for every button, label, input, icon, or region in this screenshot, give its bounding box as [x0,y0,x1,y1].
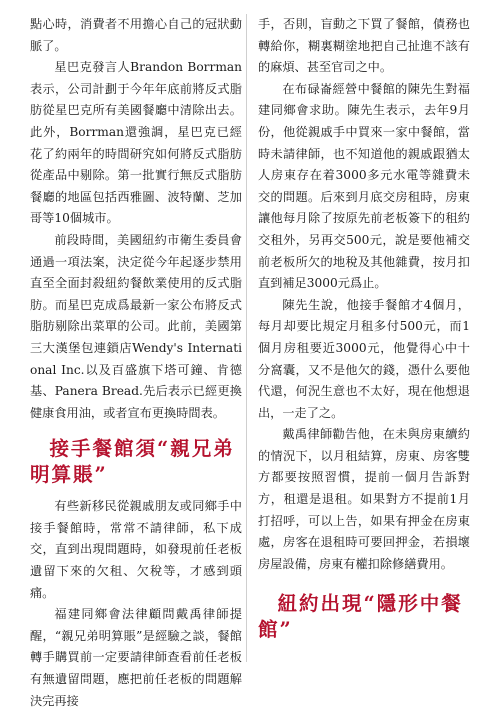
paragraph: 福建同鄉會法律顧問戴禹律師提醒，“親兄弟明算賬”是經驗之談，餐館轉手購買前一定要請律師查看前任老板有無遺留問題，應把前任老板的問題解決完再接 [30,607,242,708]
left-column [30,14,242,712]
section-headline: 接手餐館須“親兄弟明算賬” [30,437,235,487]
paragraph: 點心時，消費者不用擔心自己的冠狀動脈了。 [30,17,242,53]
paragraph: 手，否則，盲動之下買了餐館，債務也轉給你，糊裏糊塗地把自己扯進不該有的麻煩、甚至官司之中。 [258,17,470,75]
paragraph: 星巴克發言人Brandon Borrman表示，公司計劃于今年年底前將反式脂肪從星巴克所有美國餐廳中清除出去。此外，Borrman還強調，星巴克已經花了約兩年的時間研究如何將反式脂肪從產品中剔除。第一批實行無反式脂肪餐廳的地區包括西雅圖、波特蘭、芝加哥等10個城市。 [30,60,242,226]
paragraph: 在布碌崙經營中餐館的陳先生對福建同鄉會求助。陳先生表示，去年9月份，他從親戚手中買來一家中餐館，當時未請律師，也不知道他的親戚跟猶太人房東存在着3000多元水電等雜費未交的問題。后來到月底交房租時，房東讓他每月除了按原先前老板簽下的租約交租外，另再交500元，說是要他補交前老板所欠的地稅及其他雜費，按月扣直到補足3000元爲止。 [258,81,470,291]
paragraph: 戴禹律師勸告他，在未與房東續約的情況下，以月租結算，房東、房客雙方都要按照習慣，提前一個月告訴對方，租還是退租。如果對方不提前1月打招呼，可以上告，如果有押金在房東處，房客在退租時可要回押金，若損壞房屋設備，房東有權扣除修繕費用。 [258,427,470,571]
right-column [258,14,470,651]
paragraph: 陳先生說，他接手餐館才4個月，每月却要比規定月租多付500元，而1個月房租要近3000元，他覺得心中十分窩囊，又不是他欠的錢，憑什么要他代還，何況生意也不太好，現在他想退出，一走了之。 [258,297,470,420]
section-headline: 紐約出現“隱形中餐館” [258,592,463,642]
paragraph: 有些新移民從親戚朋友或同鄉手中接手餐館時，常常不請律師，私下成交，直到出現問題時，如發現前任老板遺留下來的欠租、欠稅等，才感到頭痛。 [30,499,242,600]
paragraph: 前段時間，美國紐約市衛生委員會通過一項法案，決定從今年起逐步禁用直至全面封殺紐約餐飲業使用的反式脂肪。而星巴克成爲最新一家公布將反式脂肪剔除出菜單的公司。此前，美國第三大漢堡包連鎖店Wendy's International Inc.以及百盛旗下塔可鐘、肯德基、Panera Bread.先后表示已經更換健康食用油，或者宣布更換時間表。 [30,232,242,420]
column-divider [246,14,247,662]
